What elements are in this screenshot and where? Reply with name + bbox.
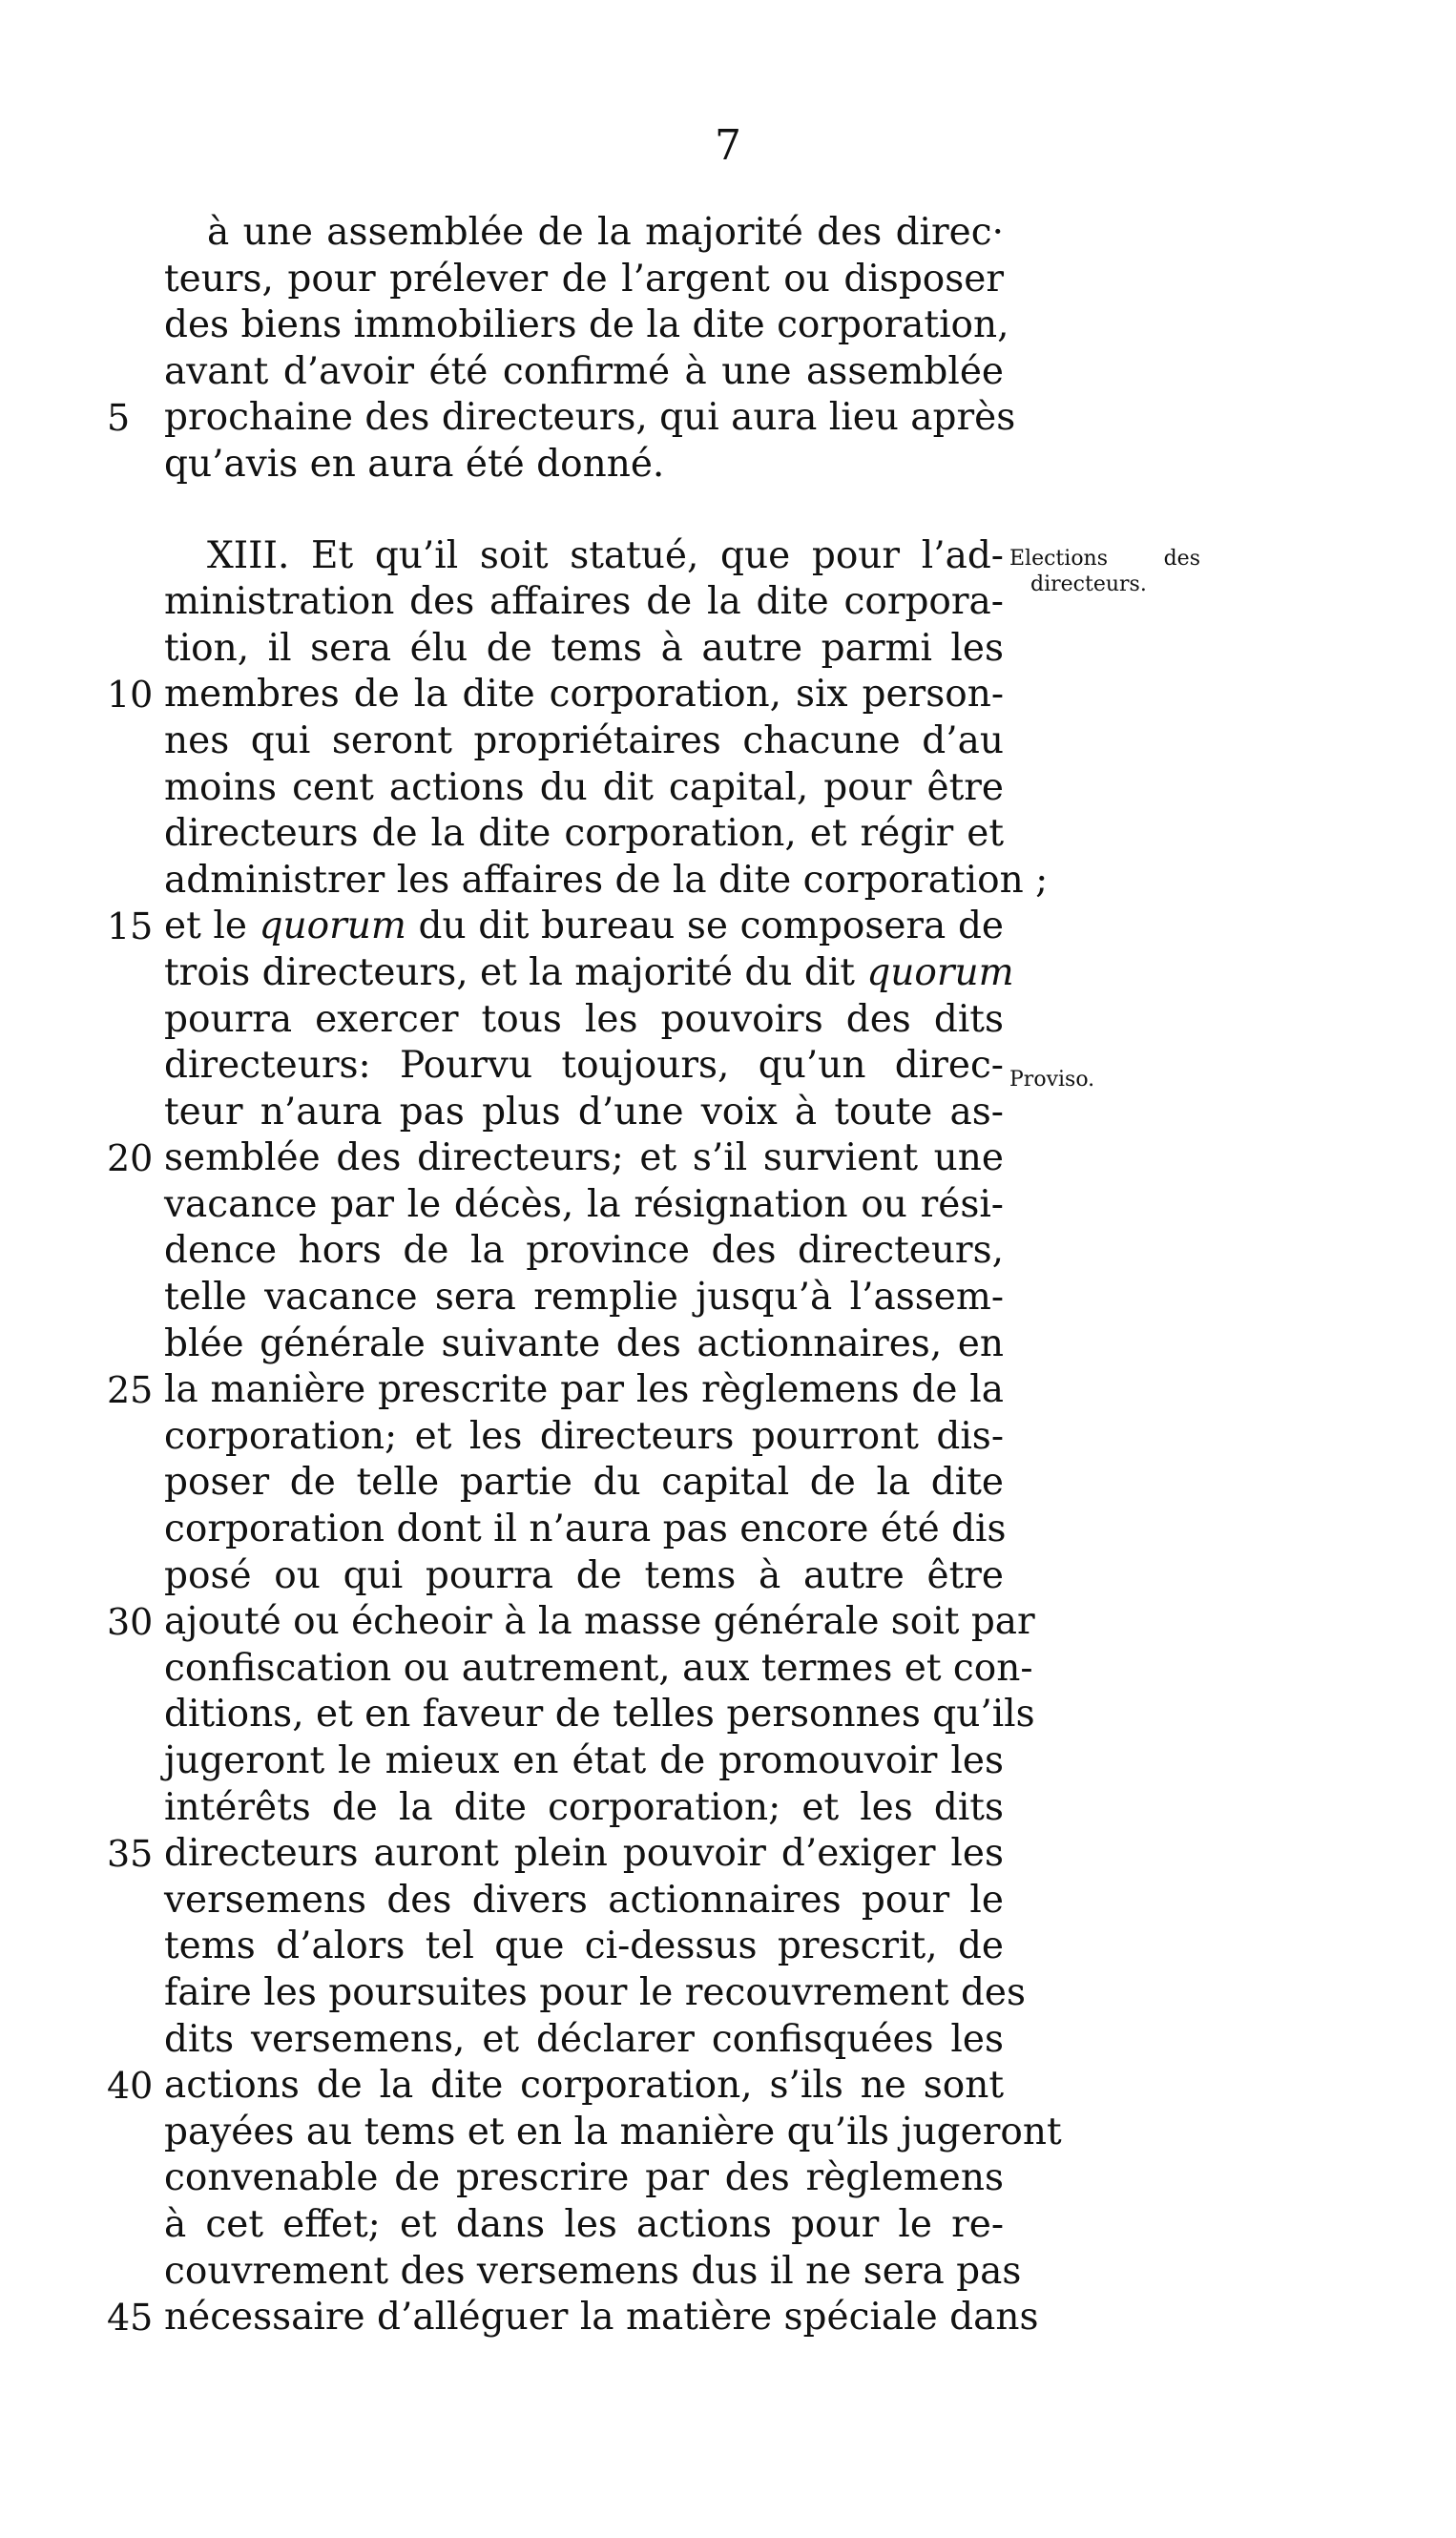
text-line xyxy=(164,1090,1004,1136)
text-line xyxy=(107,2063,1004,2110)
text-line xyxy=(164,1924,1004,1970)
italic-term: quorum xyxy=(259,905,406,948)
text-line xyxy=(164,997,1004,1044)
text-line xyxy=(164,2017,1004,2064)
text-line xyxy=(107,395,1016,442)
text-line xyxy=(164,765,1004,812)
text-line xyxy=(164,1692,1035,1738)
text-line xyxy=(164,2249,1022,2296)
text-line xyxy=(164,858,1049,905)
text-line xyxy=(164,579,1004,626)
text-line xyxy=(107,1367,1004,1414)
text-line xyxy=(107,904,1004,950)
text-line xyxy=(107,672,1004,718)
text-segment: membres de la dite corporation, six person- xyxy=(164,673,1004,717)
text-line xyxy=(164,1738,1004,1785)
text-segment: qu’avis en aura été donné. xyxy=(164,442,665,486)
text-segment: corporation; et les directeurs pourront dis- xyxy=(164,1414,1004,1458)
italic-term: quorum xyxy=(866,950,1014,994)
text-line xyxy=(164,1182,1004,1229)
text-line xyxy=(164,1228,1004,1275)
text-line xyxy=(164,718,1004,765)
text-segment: tion, il sera élu de tems à autre parmi les xyxy=(164,626,1004,670)
margin-note-elections xyxy=(1009,546,1200,597)
text-segment: nes qui seront propriétaires chacune d’au xyxy=(164,718,1004,762)
text-segment: ditions, et en faveur de telles personnes qu’ils xyxy=(164,1693,1035,1737)
text-segment: dence hors de la province des directeurs, xyxy=(164,1229,1004,1273)
page-number: 7 xyxy=(715,121,741,170)
text-segment: ajouté ou écheoir à la masse générale soit par xyxy=(164,1600,1035,1644)
text-segment: directeurs de la dite corporation, et régir et xyxy=(164,812,1004,856)
text-segment: vacance par le décès, la résignation ou rési- xyxy=(164,1182,1004,1226)
line-number: 20 xyxy=(107,1137,154,1180)
margin-note-des-word: des xyxy=(1163,547,1200,571)
text-segment: tems d’alors tel que ci-dessus prescrit, de xyxy=(164,1924,1004,1968)
margin-note-proviso: Proviso. xyxy=(1009,1068,1095,1092)
text-segment: prochaine des directeurs, qui aura lieu après xyxy=(164,396,1016,440)
text-line xyxy=(164,1553,1004,1600)
text-segment: administrer les affaires de la dite corporation ; xyxy=(164,858,1049,902)
text-line xyxy=(164,257,1004,303)
text-segment: intérêts de la dite corporation; et les dits xyxy=(164,1785,1004,1829)
text-segment: convenable de prescrire par des règlemens xyxy=(164,2156,1004,2200)
paragraph-gap xyxy=(164,489,1004,533)
text-segment: teur n’aura pas plus d’une voix à toute as- xyxy=(164,1090,1004,1134)
text-segment: XIII. Et qu’il soit statué, que pour l’ad- xyxy=(207,533,1004,577)
text-segment: posé ou qui pourra de tems à autre être xyxy=(164,1553,1004,1597)
text-segment: directeurs: Pourvu toujours, qu’un direc- xyxy=(164,1044,1004,1088)
text-segment: confiscation ou autrement, aux termes et con- xyxy=(164,1646,1033,1690)
line-number: 25 xyxy=(107,1369,154,1412)
text-line xyxy=(164,1043,1004,1090)
text-segment: à cet effet; et dans les actions pour le re- xyxy=(164,2202,1004,2246)
text-line xyxy=(107,1599,1035,1646)
text-line xyxy=(164,1275,1004,1321)
text-segment: dits versemens, et déclarer confisquées les xyxy=(164,2017,1004,2061)
text-line xyxy=(164,1970,1026,2017)
text-line xyxy=(164,349,1004,396)
text-segment: à une assemblée de la majorité des direc· xyxy=(207,211,1004,254)
text-segment: directeurs auront plein pouvoir d’exiger les xyxy=(164,1832,1004,1876)
text-segment: teurs, pour prélever de l’argent ou disposer xyxy=(164,257,1004,301)
text-segment: jugeront le mieux en état de promouvoir les xyxy=(164,1739,1004,1782)
text-segment: telle vacance sera remplie jusqu’à l’assem- xyxy=(164,1276,1004,1320)
text-segment: poser de telle partie du capital de la dite xyxy=(164,1461,1004,1505)
text-line xyxy=(107,1135,1004,1182)
text-line xyxy=(164,533,1004,580)
text-segment: avant d’avoir été confirmé à une assemblée xyxy=(164,349,1004,393)
line-number: 30 xyxy=(107,1601,154,1644)
text-line xyxy=(164,2155,1004,2202)
text-segment: blée générale suivante des actionnaires, en xyxy=(164,1321,1004,1365)
text-line xyxy=(164,302,1009,349)
line-number: 10 xyxy=(107,674,154,717)
text-segment: corporation dont il n’aura pas encore été dis xyxy=(164,1508,1007,1551)
text-line xyxy=(107,1831,1004,1878)
text-line xyxy=(164,2202,1004,2249)
margin-note-directeurs-word: directeurs. xyxy=(1030,572,1147,596)
text-segment: des biens immobiliers de la dite corporation, xyxy=(164,303,1009,347)
paragraph-1 xyxy=(107,210,1016,489)
text-line xyxy=(164,1321,1004,1368)
text-line xyxy=(164,950,1014,997)
text-segment: et le xyxy=(164,905,260,948)
text-line xyxy=(164,1507,1007,1553)
line-number: 35 xyxy=(107,1833,154,1876)
text-line xyxy=(164,1878,1004,1924)
text-segment: la manière prescrite par les règlemens de la xyxy=(164,1368,1004,1412)
text-segment: ministration des affaires de la dite corpora- xyxy=(164,580,1004,624)
text-line xyxy=(164,2110,1062,2156)
text-segment: payées au tems et en la manière qu’ils jugeront xyxy=(164,2110,1062,2153)
text-line xyxy=(164,1460,1004,1507)
text-line xyxy=(164,811,1004,858)
text-line xyxy=(164,210,1004,257)
text-segment: faire les poursuites pour le recouvrement des xyxy=(164,1970,1026,2014)
text-segment: du dit bureau se composera de xyxy=(406,905,1004,948)
text-segment: nécessaire d’alléguer la matière spéciale dans xyxy=(164,2296,1039,2340)
text-segment: pourra exercer tous les pouvoirs des dits xyxy=(164,997,1004,1041)
text-segment: semblée des directeurs; et s’il survient une xyxy=(164,1136,1004,1180)
line-number: 5 xyxy=(107,397,131,440)
text-line xyxy=(164,1785,1004,1832)
text-segment: versemens des divers actionnaires pour le xyxy=(164,1878,1004,1922)
text-line xyxy=(164,1414,1004,1461)
text-line xyxy=(107,2295,1039,2341)
line-number: 45 xyxy=(107,2297,154,2340)
text-segment: moins cent actions du dit capital, pour être xyxy=(164,765,1004,809)
text-line xyxy=(164,1646,1033,1693)
margin-note-elections-word: Elections xyxy=(1009,547,1109,571)
text-line xyxy=(164,626,1004,673)
line-number: 15 xyxy=(107,905,154,948)
line-number: 40 xyxy=(107,2065,154,2108)
text-segment: couvrement des versemens dus il ne sera pas xyxy=(164,2249,1022,2293)
text-segment: trois directeurs, et la majorité du dit xyxy=(164,950,867,994)
text-segment: actions de la dite corporation, s’ils ne sont xyxy=(164,2064,1004,2108)
text-line xyxy=(164,442,1004,489)
